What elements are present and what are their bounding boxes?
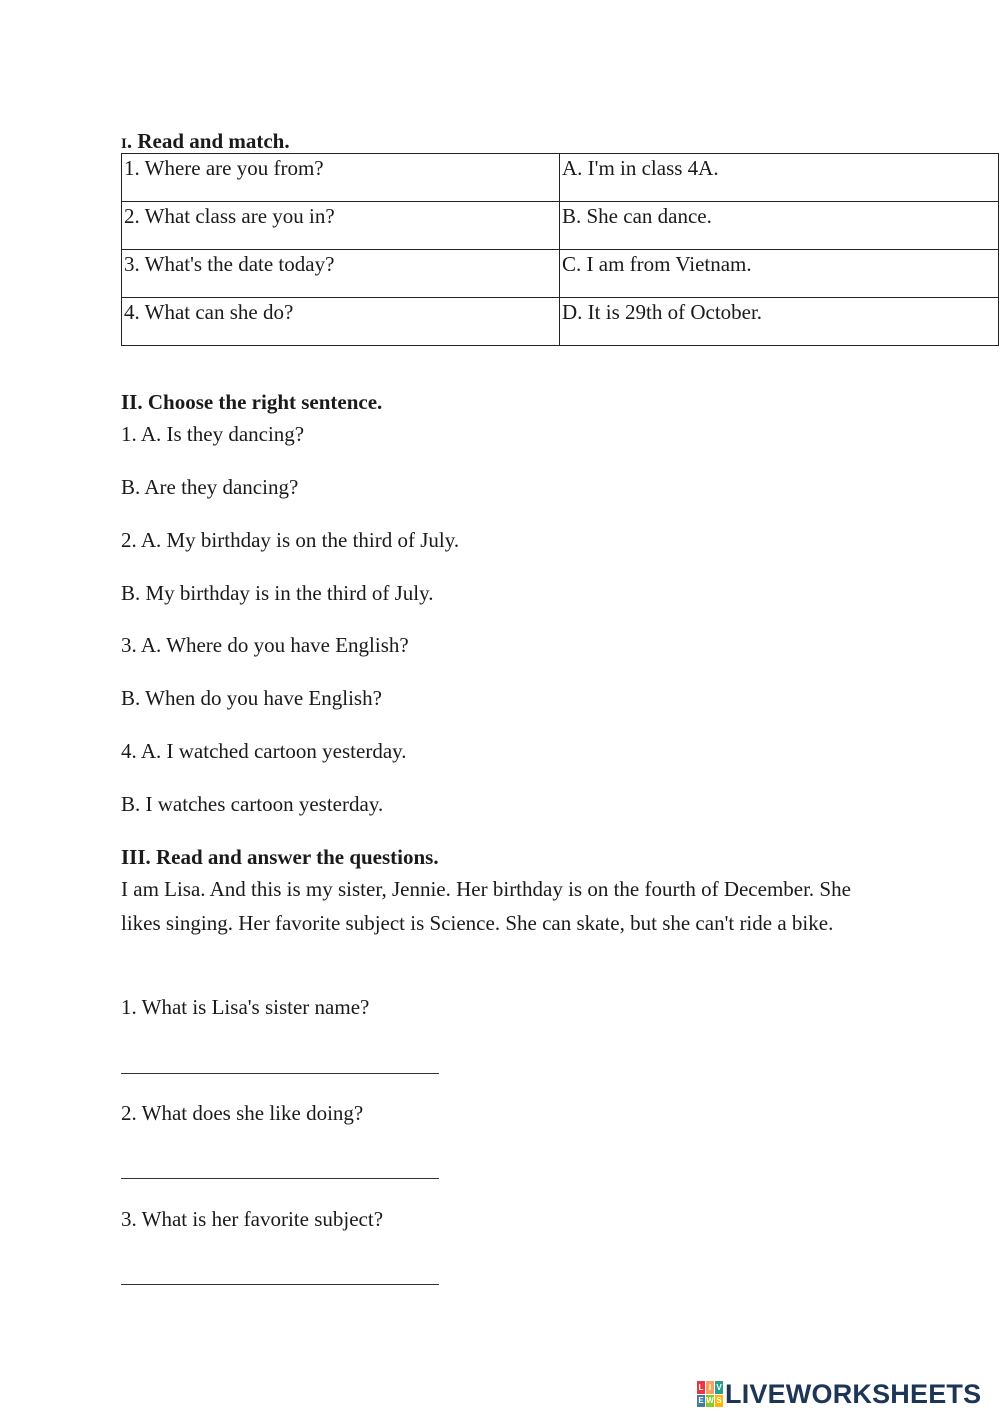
choice-option-4b[interactable]: B. I watches cartoon yesterday. — [121, 792, 384, 816]
match-question[interactable]: 1. Where are you from? — [122, 154, 560, 202]
choice-option-1b[interactable]: B. Are they dancing? — [121, 475, 299, 499]
table-row — [122, 154, 999, 202]
section-1-title: . Read and match. — [126, 129, 290, 153]
table-row — [122, 202, 999, 250]
match-question[interactable]: 2. What class are you in? — [122, 202, 560, 250]
table-row — [122, 250, 999, 298]
logo-tile: V — [716, 1382, 722, 1392]
question-2: 2. What does she like doing? — [121, 1101, 364, 1125]
section-1-numeral: I — [121, 136, 127, 152]
question-1: 1. What is Lisa's sister name? — [121, 995, 370, 1019]
choice-option-1a[interactable]: 1. A. Is they dancing? — [121, 422, 305, 446]
section-1-heading — [121, 129, 290, 156]
match-answer[interactable]: C. I am from Vietnam. — [560, 250, 999, 298]
table-row — [122, 298, 999, 346]
match-table — [121, 153, 999, 346]
choice-option-3b[interactable]: B. When do you have English? — [121, 686, 382, 710]
choice-option-3a[interactable]: 3. A. Where do you have English? — [121, 633, 409, 657]
logo-mark-icon — [697, 1381, 723, 1407]
section-2-heading: II. Choose the right sentence. — [121, 390, 383, 414]
logo-tile: W — [706, 1396, 714, 1406]
match-answer[interactable]: D. It is 29th of October. — [560, 298, 999, 346]
match-question[interactable]: 3. What's the date today? — [122, 250, 560, 298]
answer-3-input[interactable] — [121, 1284, 439, 1285]
question-3: 3. What is her favorite subject? — [121, 1207, 384, 1231]
match-question[interactable]: 4. What can she do? — [122, 298, 560, 346]
logo-tile: L — [698, 1382, 704, 1392]
logo-tile: I — [706, 1381, 714, 1394]
logo-text: LIVEWORKSHEETS — [725, 1378, 982, 1409]
match-answer[interactable]: A. I'm in class 4A. — [560, 154, 999, 202]
logo-tile: E — [698, 1396, 704, 1406]
choice-option-4a[interactable]: 4. A. I watched cartoon yesterday. — [121, 739, 407, 763]
choice-option-2b[interactable]: B. My birthday is in the third of July. — [121, 581, 434, 605]
section-3-heading: III. Read and answer the questions. — [121, 845, 439, 869]
liveworksheets-logo — [697, 1377, 981, 1411]
reading-passage: I am Lisa. And this is my sister, Jennie. Her birthday is on the fourth of December. She likes singing. Her favorite subject is Science. She can skate, but she can't ride a bike. — [121, 877, 851, 935]
logo-tile: S — [716, 1396, 722, 1406]
answer-1-input[interactable] — [121, 1073, 439, 1074]
choice-option-2a[interactable]: 2. A. My birthday is on the third of July. — [121, 528, 460, 552]
answer-2-input[interactable] — [121, 1178, 439, 1179]
match-answer[interactable]: B. She can dance. — [560, 202, 999, 250]
